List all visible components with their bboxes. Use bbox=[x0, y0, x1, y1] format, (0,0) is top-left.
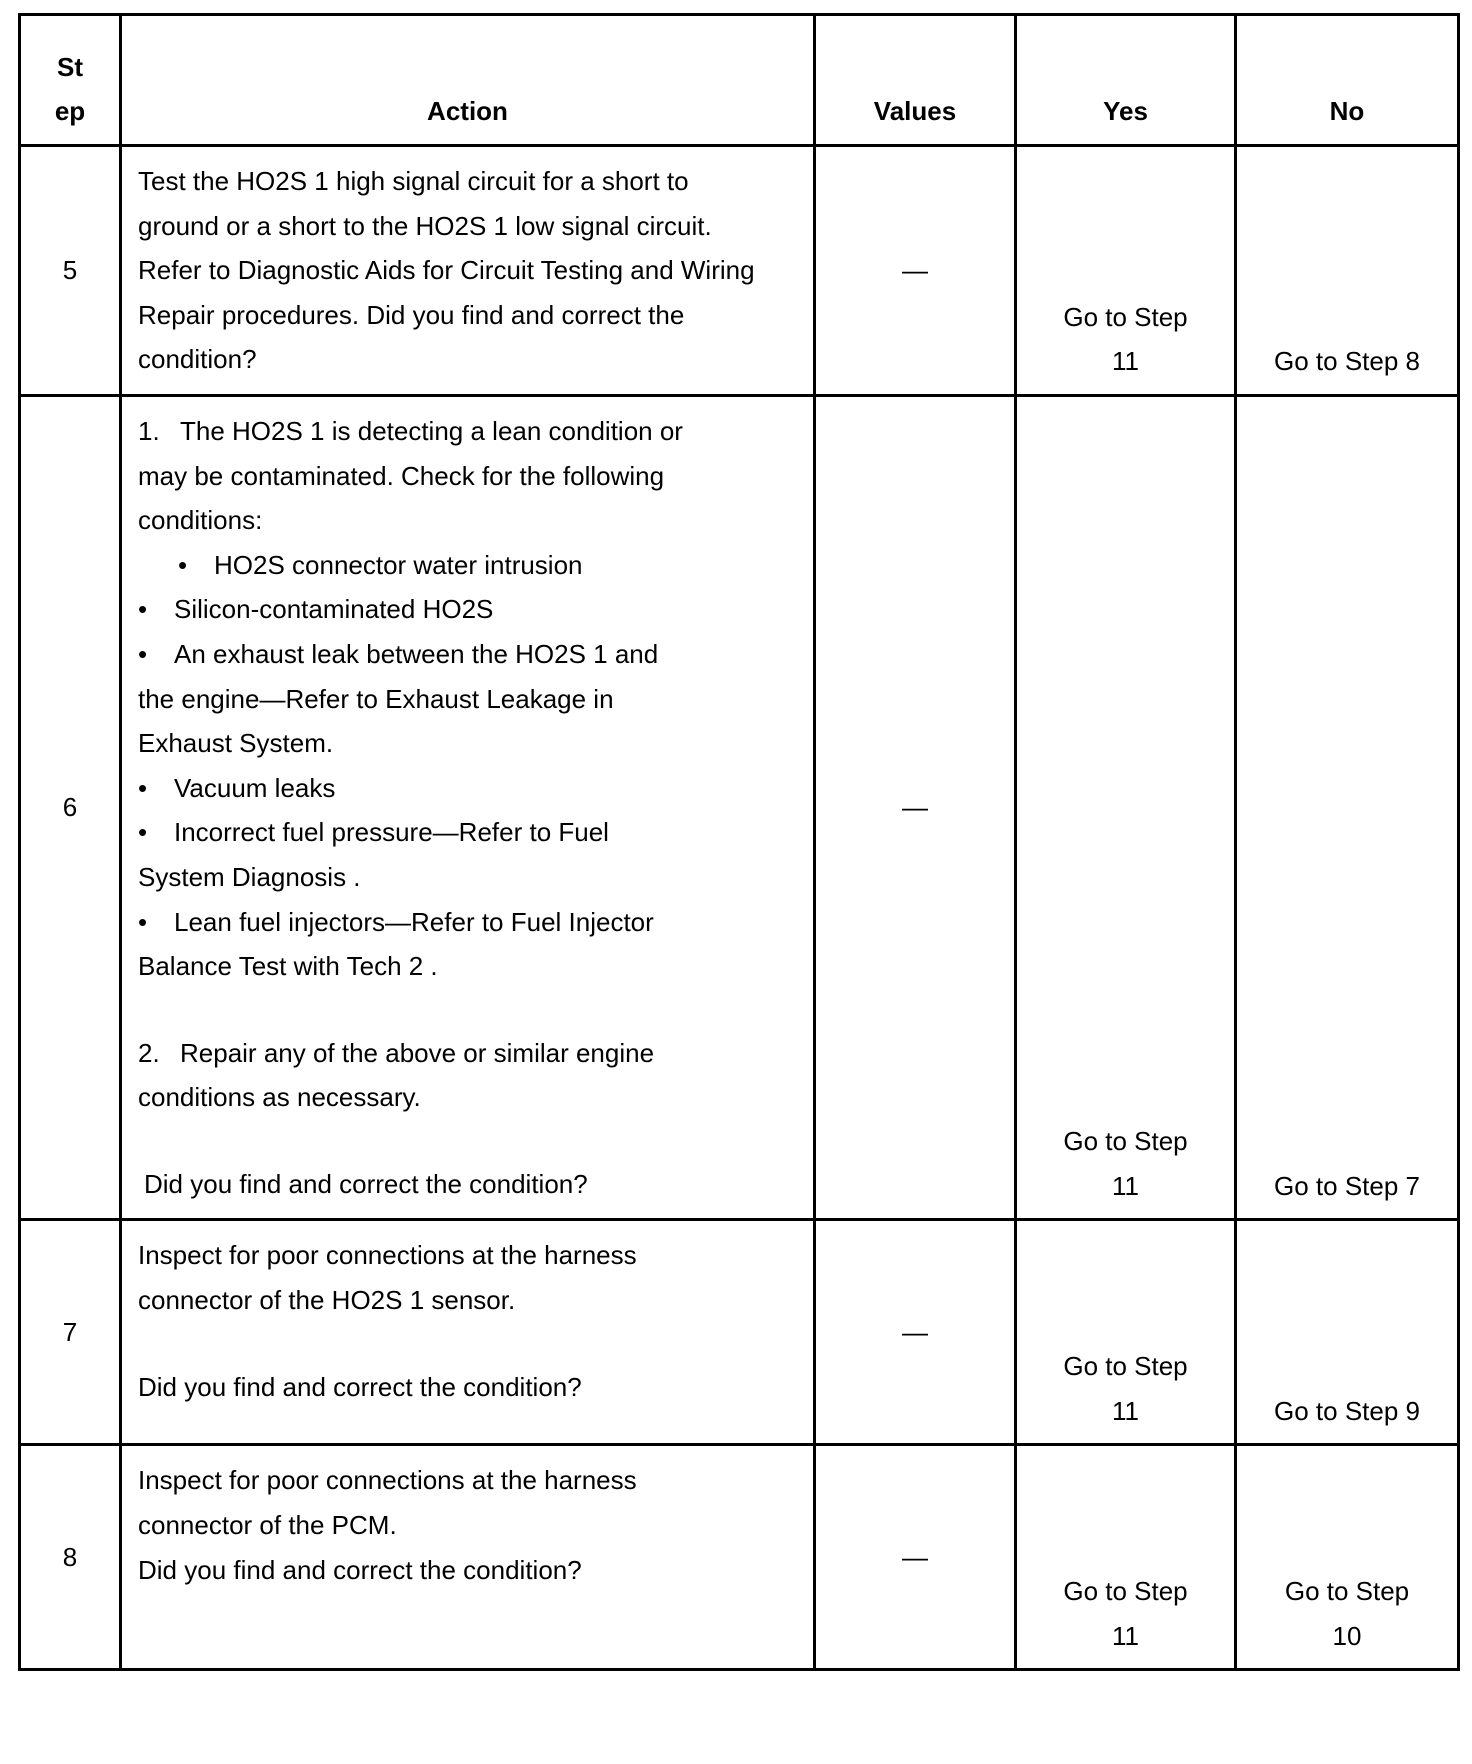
no-goto: Go to Step 9 bbox=[1274, 1395, 1420, 1426]
yes-goto-step: 11 bbox=[1112, 1395, 1139, 1426]
step-number: 8 bbox=[20, 1445, 121, 1670]
action-line: Refer to Diagnostic Aids for Circuit Testing and Wiring bbox=[138, 255, 755, 286]
spacer bbox=[138, 1323, 797, 1365]
no-goto-step: 10 bbox=[1332, 1620, 1362, 1651]
item-number: 2. bbox=[138, 1037, 160, 1068]
bullet-item bbox=[138, 587, 797, 632]
question-line: Did you find and correct the condition? bbox=[138, 1554, 582, 1585]
table-row-step-5 bbox=[20, 146, 1459, 396]
table-row-step-8 bbox=[20, 1445, 1459, 1670]
item-text: The HO2S 1 is detecting a lean condition or bbox=[180, 415, 683, 446]
bullet-text: Vacuum leaks bbox=[174, 772, 336, 803]
yes-goto-label: Go to Step bbox=[1063, 1126, 1188, 1157]
bullet-text: An exhaust leak between the HO2S 1 and bbox=[174, 638, 659, 669]
bullet-text: Lean fuel injectors—Refer to Fuel Injector bbox=[174, 906, 654, 937]
action-line: the engine—Refer to Exhaust Leakage in bbox=[138, 683, 614, 714]
bullet-dot: • bbox=[138, 772, 148, 803]
bullet-item bbox=[138, 900, 797, 945]
step-number: 6 bbox=[20, 395, 121, 1220]
action-line: connector of the PCM. bbox=[138, 1510, 397, 1541]
action-line: System Diagnosis . bbox=[138, 861, 361, 892]
yes-cell bbox=[1016, 395, 1236, 1220]
bullet-text: HO2S connector water intrusion bbox=[214, 549, 583, 580]
action-line: Balance Test with Tech 2 . bbox=[138, 951, 438, 982]
action-line: conditions: bbox=[138, 505, 263, 536]
action-line: Inspect for poor connections at the harness bbox=[138, 1465, 637, 1496]
bullet-item bbox=[138, 766, 797, 811]
header-step-part2: ep bbox=[54, 96, 86, 127]
no-goto: Go to Step 8 bbox=[1274, 346, 1420, 377]
action-line: connector of the HO2S 1 sensor. bbox=[138, 1285, 516, 1316]
action-cell bbox=[121, 146, 815, 396]
header-yes: Yes bbox=[1016, 15, 1236, 146]
action-line: Repair procedures. Did you find and correct the bbox=[138, 299, 685, 330]
action-line: Exhaust System. bbox=[138, 728, 334, 759]
spacer bbox=[138, 989, 797, 1031]
yes-goto-label: Go to Step bbox=[1063, 1351, 1188, 1382]
values-cell: — bbox=[815, 146, 1016, 396]
header-step-part1: St bbox=[57, 51, 83, 82]
bullet-dot: • bbox=[178, 549, 188, 580]
bullet-dot: • bbox=[138, 638, 148, 669]
action-line: ground or a short to the HO2S 1 low signal circuit. bbox=[138, 210, 712, 241]
yes-goto-label: Go to Step bbox=[1063, 1576, 1188, 1607]
yes-cell bbox=[1016, 146, 1236, 396]
step-number: 7 bbox=[20, 1220, 121, 1445]
bullet-item bbox=[138, 632, 797, 677]
header-step bbox=[20, 15, 121, 146]
yes-goto-step: 11 bbox=[1112, 346, 1139, 377]
bullet-dot: • bbox=[138, 817, 148, 848]
yes-goto-step: 11 bbox=[1112, 1620, 1139, 1651]
bullet-item bbox=[138, 543, 797, 588]
bullet-dot: • bbox=[138, 594, 148, 625]
values-cell: — bbox=[815, 1445, 1016, 1670]
numbered-item-1 bbox=[138, 409, 797, 454]
bullet-item bbox=[138, 810, 797, 855]
no-cell bbox=[1236, 1445, 1459, 1670]
no-cell bbox=[1236, 146, 1459, 396]
action-cell bbox=[121, 1220, 815, 1445]
item-text: Repair any of the above or similar engine bbox=[180, 1037, 655, 1068]
no-goto: Go to Step 7 bbox=[1274, 1170, 1420, 1201]
numbered-item-2 bbox=[138, 1031, 797, 1076]
yes-goto-step: 11 bbox=[1112, 1170, 1139, 1201]
header-values: Values bbox=[815, 15, 1016, 146]
action-line: conditions as necessary. bbox=[138, 1082, 421, 1113]
step-number: 5 bbox=[20, 146, 121, 396]
no-cell bbox=[1236, 1220, 1459, 1445]
yes-cell bbox=[1016, 1445, 1236, 1670]
yes-cell bbox=[1016, 1220, 1236, 1445]
no-goto-label: Go to Step bbox=[1284, 1576, 1410, 1607]
question-line bbox=[138, 1162, 797, 1207]
spacer bbox=[138, 1120, 797, 1162]
header-action: Action bbox=[121, 15, 815, 146]
item-number: 1. bbox=[138, 415, 160, 446]
action-line: Inspect for poor connections at the harness bbox=[138, 1240, 637, 1271]
table-header-row bbox=[20, 15, 1459, 146]
bullet-text: Incorrect fuel pressure—Refer to Fuel bbox=[174, 817, 609, 848]
action-line: condition? bbox=[138, 344, 257, 375]
question-text: Did you find and correct the condition? bbox=[144, 1168, 588, 1199]
bullet-text: Silicon-contaminated HO2S bbox=[174, 594, 494, 625]
header-no: No bbox=[1236, 15, 1459, 146]
table-row-step-6 bbox=[20, 395, 1459, 1220]
bullet-dot: • bbox=[138, 906, 148, 937]
values-cell: — bbox=[815, 1220, 1016, 1445]
action-cell bbox=[121, 395, 815, 1220]
question-line: Did you find and correct the condition? bbox=[138, 1371, 582, 1402]
action-line: may be contaminated. Check for the following bbox=[138, 460, 665, 491]
diagnostic-table bbox=[18, 13, 1460, 1671]
no-cell bbox=[1236, 395, 1459, 1220]
action-line: Test the HO2S 1 high signal circuit for a short to bbox=[138, 166, 689, 196]
table-row-step-7 bbox=[20, 1220, 1459, 1445]
action-cell bbox=[121, 1445, 815, 1670]
yes-goto-label: Go to Step bbox=[1063, 301, 1188, 332]
values-cell: — bbox=[815, 395, 1016, 1220]
